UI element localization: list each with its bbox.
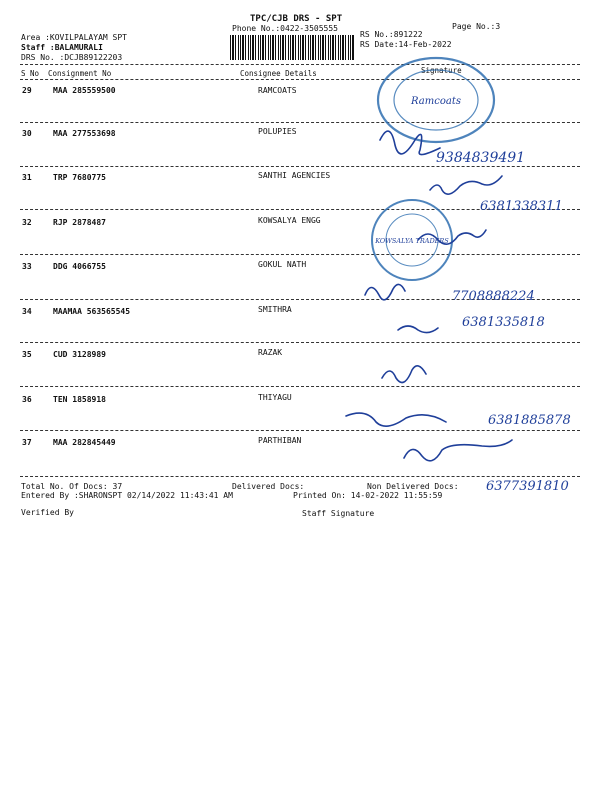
row-consignment: RJP 2878487 <box>53 218 106 227</box>
signature-scribble <box>430 176 502 194</box>
delivered-docs: Delivered Docs: <box>232 482 305 491</box>
stamp-text: Ramcoats <box>411 96 461 107</box>
row-consignment: MAA 277553698 <box>53 129 116 138</box>
row-sno: 32 <box>22 218 32 227</box>
phone-number: Phone No.:0422-3505555 <box>232 24 338 33</box>
entered-by: Entered By :SHARONSPT 02/14/2022 11:43:41 AM <box>21 491 233 500</box>
signature-scribble <box>418 230 486 244</box>
column-sno: S No <box>21 69 40 78</box>
divider <box>20 254 580 255</box>
non-delivered-docs: Non Delivered Docs: <box>367 482 459 491</box>
row-consignment: TEN 1858918 <box>53 395 106 404</box>
row-sno: 29 <box>22 86 32 95</box>
row-consignee: RAMCOATS <box>258 86 297 95</box>
row-consignee: POLUPIES <box>258 127 297 136</box>
row-consignment: DDG 4066755 <box>53 262 106 271</box>
staff-signature-label: Staff Signature <box>302 509 375 518</box>
signature-scribble <box>382 366 426 383</box>
row-consignee: PARTHIBAN <box>258 436 302 445</box>
row-consignment: MAAMAA 563565545 <box>53 307 131 316</box>
signature-scribble <box>380 131 440 154</box>
row-sno: 30 <box>22 129 32 138</box>
row-consignee: THIYAGU <box>258 393 292 402</box>
divider <box>20 122 580 123</box>
row-consignee: SANTHI AGENCIES <box>258 171 331 180</box>
barcode <box>230 35 355 60</box>
signature-scribble <box>398 326 438 333</box>
row-sno: 33 <box>22 262 32 271</box>
document-title: TPC/CJB DRS - SPT <box>250 14 343 24</box>
staff-label: Staff :BALAMURALI <box>21 43 103 52</box>
printed-on: Printed On: 14-02-2022 11:55:59 <box>293 491 443 500</box>
row-consignment: MAA 282845449 <box>53 438 116 447</box>
rs-number: RS No.:891222 <box>360 30 423 39</box>
row-consignee: GOKUL NATH <box>258 260 307 269</box>
column-consignee: Consignee Details <box>240 69 317 78</box>
row-consignment: MAA 285559500 <box>53 86 116 95</box>
signature-scribble <box>365 284 405 299</box>
row-sno: 34 <box>22 307 32 316</box>
column-signature: Signature <box>421 66 462 75</box>
row-sno: 35 <box>22 350 32 359</box>
row-consignee: RAZAK <box>258 348 283 357</box>
row-consignment: TRP 7680775 <box>53 173 106 182</box>
stamp-text: KOWSALYA TRADERS <box>375 237 449 245</box>
handwritten-phone: 6381885878 <box>488 413 571 428</box>
handwritten-phone: 9384839491 <box>436 150 526 166</box>
row-consignment: CUD 3128989 <box>53 350 106 359</box>
total-docs: Total No. Of Docs: 37 <box>21 482 123 491</box>
column-consignment: Consignment No <box>48 69 112 78</box>
divider <box>20 64 580 65</box>
divider <box>20 299 580 300</box>
signature-scribble <box>404 440 512 461</box>
handwritten-phone: 6381335818 <box>462 315 545 330</box>
divider <box>20 476 580 477</box>
divider <box>20 209 580 210</box>
divider <box>20 430 580 431</box>
signature-scribble <box>346 413 446 426</box>
handwritten-phone: 6377391810 <box>486 479 569 494</box>
drs-number: DRS No. :DCJB89122203 <box>21 53 123 62</box>
row-consignee: SMITHRA <box>258 305 292 314</box>
divider <box>20 386 580 387</box>
row-sno: 37 <box>22 438 32 447</box>
area-label: Area :KOVILPALAYAM SPT <box>21 33 127 42</box>
rs-date: RS Date:14-Feb-2022 <box>360 40 452 49</box>
row-consignee: KOWSALYA ENGG <box>258 216 321 225</box>
company-stamp-kowsalya <box>372 200 452 280</box>
handwritten-phone: 7708888224 <box>452 289 535 304</box>
row-sno: 36 <box>22 395 32 404</box>
row-sno: 31 <box>22 173 32 182</box>
verified-by: Verified By <box>21 508 74 517</box>
handwritten-phone: 6381338311 <box>480 199 563 214</box>
divider <box>20 342 580 343</box>
divider <box>20 166 580 167</box>
divider <box>20 79 580 80</box>
page-number: Page No.:3 <box>452 22 501 31</box>
